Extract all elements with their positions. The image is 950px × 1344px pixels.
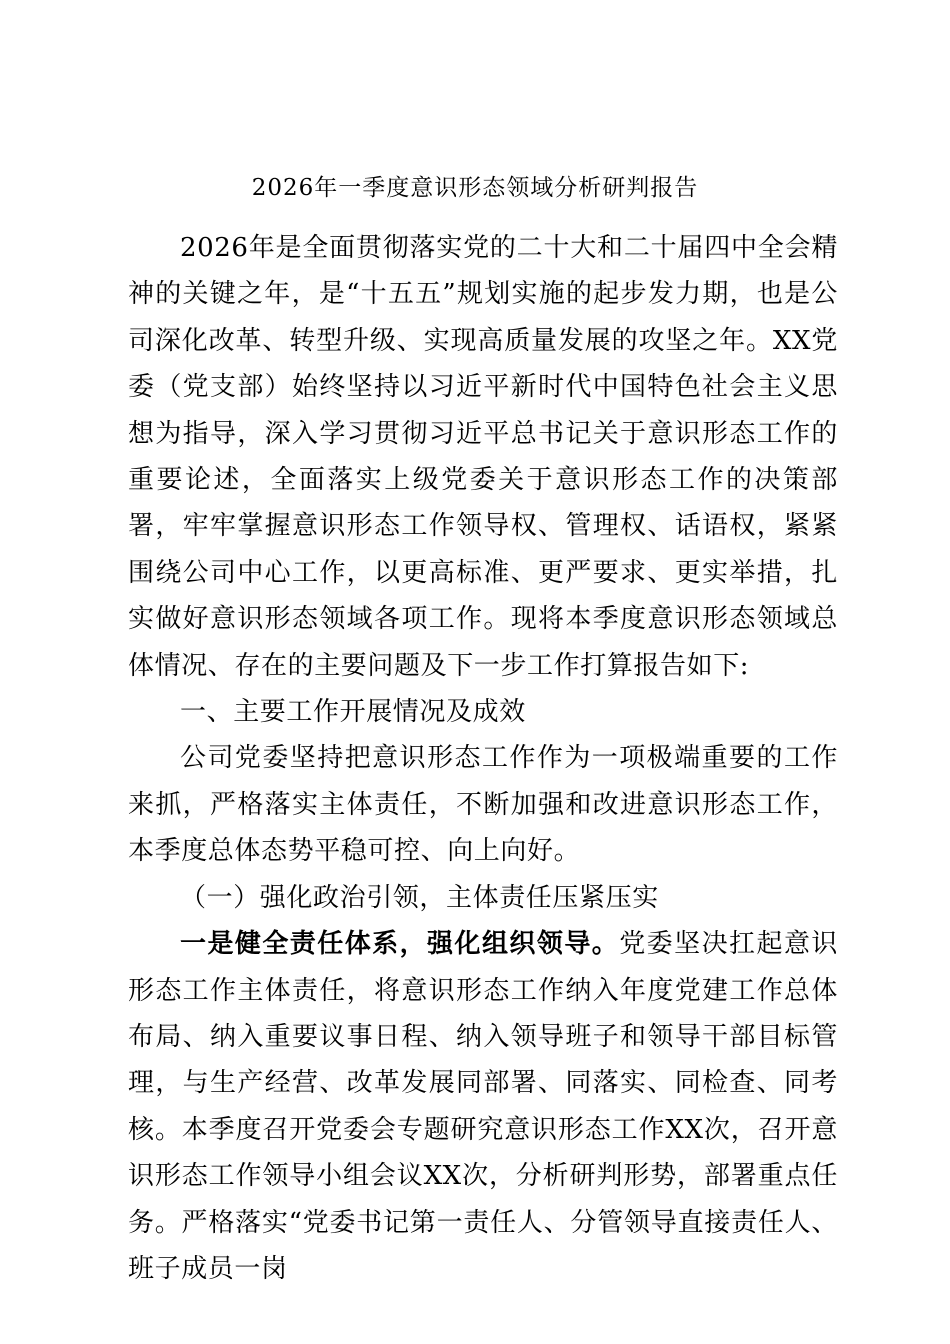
section-paragraph: 公司党委坚持把意识形态工作作为一项极端重要的工作来抓，严格落实主体责任，不断加强和改进意识形态工作，本季度总体态势平稳可控、向上向好。 xyxy=(128,743,838,867)
subsection-heading: （一）强化政治引领，主体责任压紧压实 xyxy=(180,882,659,913)
point-paragraph xyxy=(128,921,838,1292)
document-body xyxy=(128,225,838,1292)
point-lead: 一是健全责任体系，强化组织领导。 xyxy=(180,929,620,960)
point-body: 党委坚决扛起意识形态工作主体责任，将意识形态工作纳入年度党建工作总体布局、纳入重要议事日程、纳入领导班子和领导干部目标管理，与生产经营、改革发展同部署、同落实、同检查、同考核。本季度召开党委会专题研究意识形态工作XX次，召开意识形态工作领导小组会议XX次，分析研判形势，部署重点任务。严格落实“党委书记第一责任人、分管领导直接责任人、班子成员一岗 xyxy=(128,929,838,1284)
document-title: 2026年一季度意识形态领域分析研判报告 xyxy=(251,175,699,201)
section-heading: 一、主要工作开展情况及成效 xyxy=(180,697,526,728)
intro-paragraph: 2026年是全面贯彻落实党的二十大和二十届四中全会精神的关键之年，是“十五五”规划实施的起步发力期，也是公司深化改革、转型升级、实现高质量发展的攻坚之年。XX党委（党支部）始终坚持以习近平新时代中国特色社会主义思想为指导，深入学习贯彻习近平总书记关于意识形态工作的重要论述，全面落实上级党委关于意识形态工作的决策部署，牢牢掌握意识形态工作领导权、管理权、话语权，紧紧围绕公司中心工作，以更高标准、更严要求、更实举措，扎实做好意识形态领域各项工作。现将本季度意识形态领域总体情况、存在的主要问题及下一步工作打算报告如下: xyxy=(128,233,838,681)
